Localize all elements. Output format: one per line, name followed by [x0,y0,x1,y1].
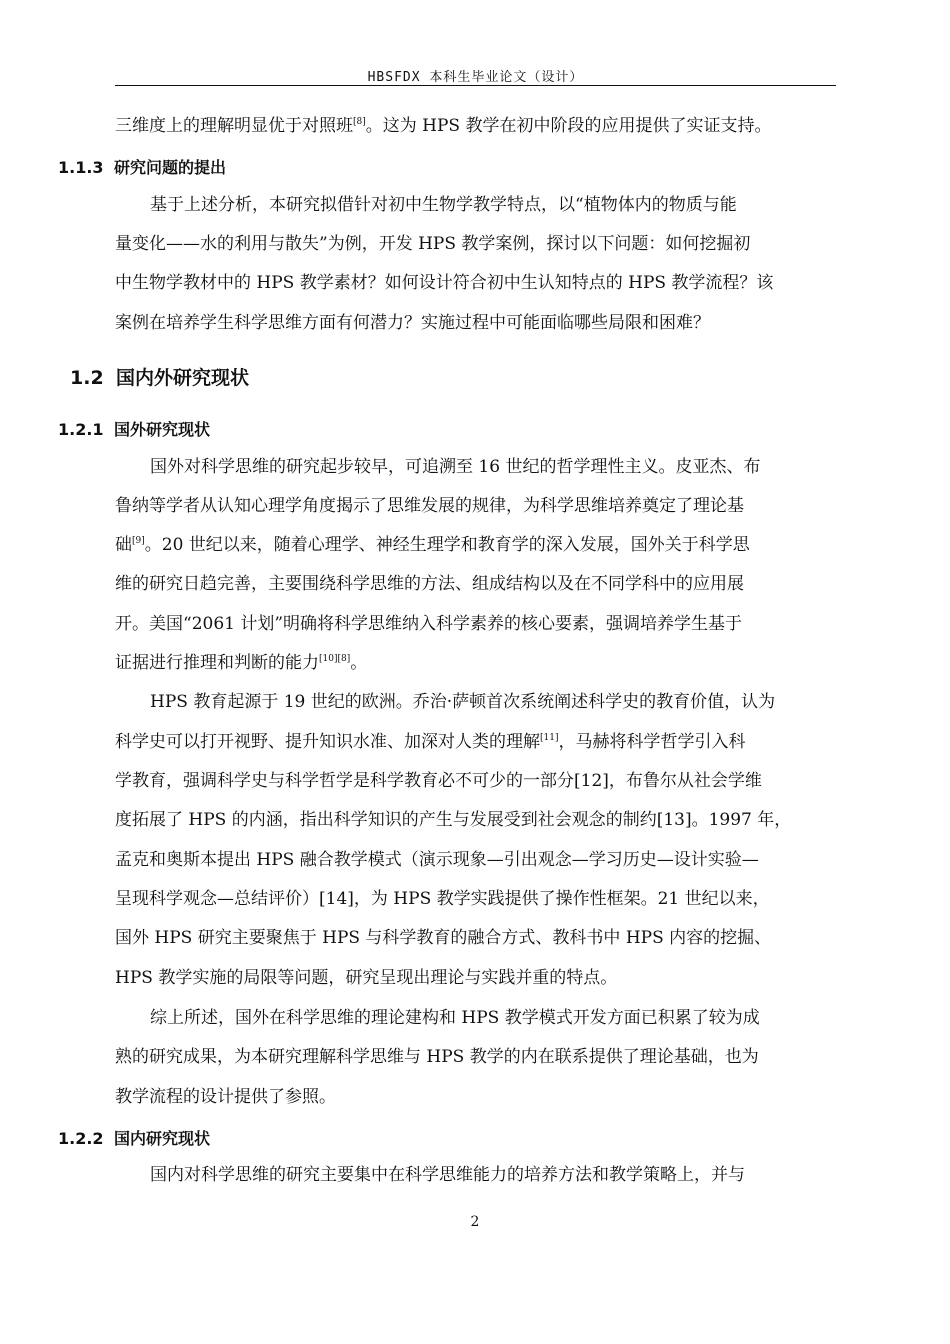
section-number: 1.2 [70,367,104,389]
paragraph-line [115,730,745,754]
text: 科学史可以打开视野、提升知识水准、加深对人类的理解 [115,732,540,752]
paragraph-line [115,533,750,557]
section-title: 国内外研究现状 [116,367,250,389]
text: ，马赫将科学哲学引入科 [558,732,746,752]
section-title: 国内研究现状 [114,1129,211,1148]
text: 三维度上的理解明显优于对照班 [115,116,353,136]
citation: [11] [540,733,559,743]
section-heading-1-1-3 [58,155,226,178]
paragraph-line: 中生物学教材中的 HPS 教学素材？如何设计符合初中生认知特点的 HPS 教学流程？该 [115,273,774,293]
section-title: 研究问题的提出 [114,158,227,177]
section-number: 1.1.3 [58,158,104,177]
citation: [9] [132,536,145,546]
paragraph-line: 教学流程的设计提供了参照。 [115,1087,336,1107]
paragraph-line: 量变化——水的利用与散失”为例，开发 HPS 教学案例，探讨以下问题：如何挖掘初 [115,234,751,254]
citation: [10][8] [319,654,351,664]
paragraph-line: 维的研究日趋完善，主要围绕科学思维的方法、组成结构以及在不同学科中的应用展 [115,574,744,594]
paragraph-line: 学教育，强调科学史与科学哲学是科学教育必不可少的一部分[12]，布鲁尔从社会学维 [115,771,762,791]
paragraph-line: 案例在培养学生科学思维方面有何潜力？实施过程中可能面临哪些局限和困难？ [115,313,710,333]
running-header: HBSFDX 本科生毕业论文（设计） [367,70,584,85]
paragraph-line: HPS 教育起源于 19 世纪的欧洲。乔治·萨顿首次系统阐述科学史的教育价值，认为 [150,692,776,712]
section-number: 1.2.1 [58,420,104,439]
section-number: 1.2.2 [58,1129,104,1148]
text: 。20 世纪以来，随着心理学、神经生理学和教育学的深入发展，国外关于科学思 [144,535,750,555]
paragraph-line [115,651,367,675]
paragraph-line: 基于上述分析，本研究拟借针对初中生物学教学特点，以“植物体内的物质与能 [150,195,737,215]
section-heading-1-2 [70,363,249,390]
section-heading-1-2-1 [58,417,210,440]
paragraph-line: 国内对科学思维的研究主要集中在科学思维能力的培养方法和教学策略上，并与 [150,1165,745,1185]
paragraph-line: 孟克和奥斯本提出 HPS 融合教学模式（演示现象—引出观念—学习历史—设计实验— [115,850,759,870]
paragraph-line: 鲁纳等学者从认知心理学角度揭示了思维发展的规律，为科学思维培养奠定了理论基 [115,496,744,516]
text: 础 [115,535,132,555]
citation: [8] [353,117,366,127]
section-heading-1-2-2 [58,1126,210,1149]
text: 。 [350,653,368,673]
header-rule [115,85,836,86]
paragraph-line: 度拓展了 HPS 的内涵，指出科学知识的产生与发展受到社会观念的制约[13]。1997 年， [115,810,792,830]
paragraph-line: 熟的研究成果，为本研究理解科学思维与 HPS 教学的内在联系提供了理论基础，也为 [115,1047,759,1067]
section-title: 国外研究现状 [114,420,211,439]
paragraph-line: HPS 教学实施的局限等问题，研究呈现出理论与实践并重的特点。 [115,968,618,988]
paragraph-line [115,114,771,138]
text: 证据进行推理和判断的能力 [115,653,319,673]
paragraph-line: 开。美国“2061 计划”明确将科学思维纳入科学素养的核心要素，强调培养学生基于 [115,614,743,634]
paragraph-line: 综上所述，国外在科学思维的理论建构和 HPS 教学模式开发方面已积累了较为成 [150,1008,760,1028]
page-number: 2 [470,1214,480,1230]
paragraph-line: 国外对科学思维的研究起步较早，可追溯至 16 世纪的哲学理性主义。皮亚杰、布 [150,457,761,477]
text: 。这为 HPS 教学在初中阶段的应用提供了实证支持。 [365,116,772,136]
paragraph-line: 呈现科学观念—总结评价）[14]，为 HPS 教学实践提供了操作性框架。21 世纪以来， [115,889,770,909]
paragraph-line: 国外 HPS 研究主要聚焦于 HPS 与科学教育的融合方式、教科书中 HPS 内容的挖掘、 [115,928,772,948]
